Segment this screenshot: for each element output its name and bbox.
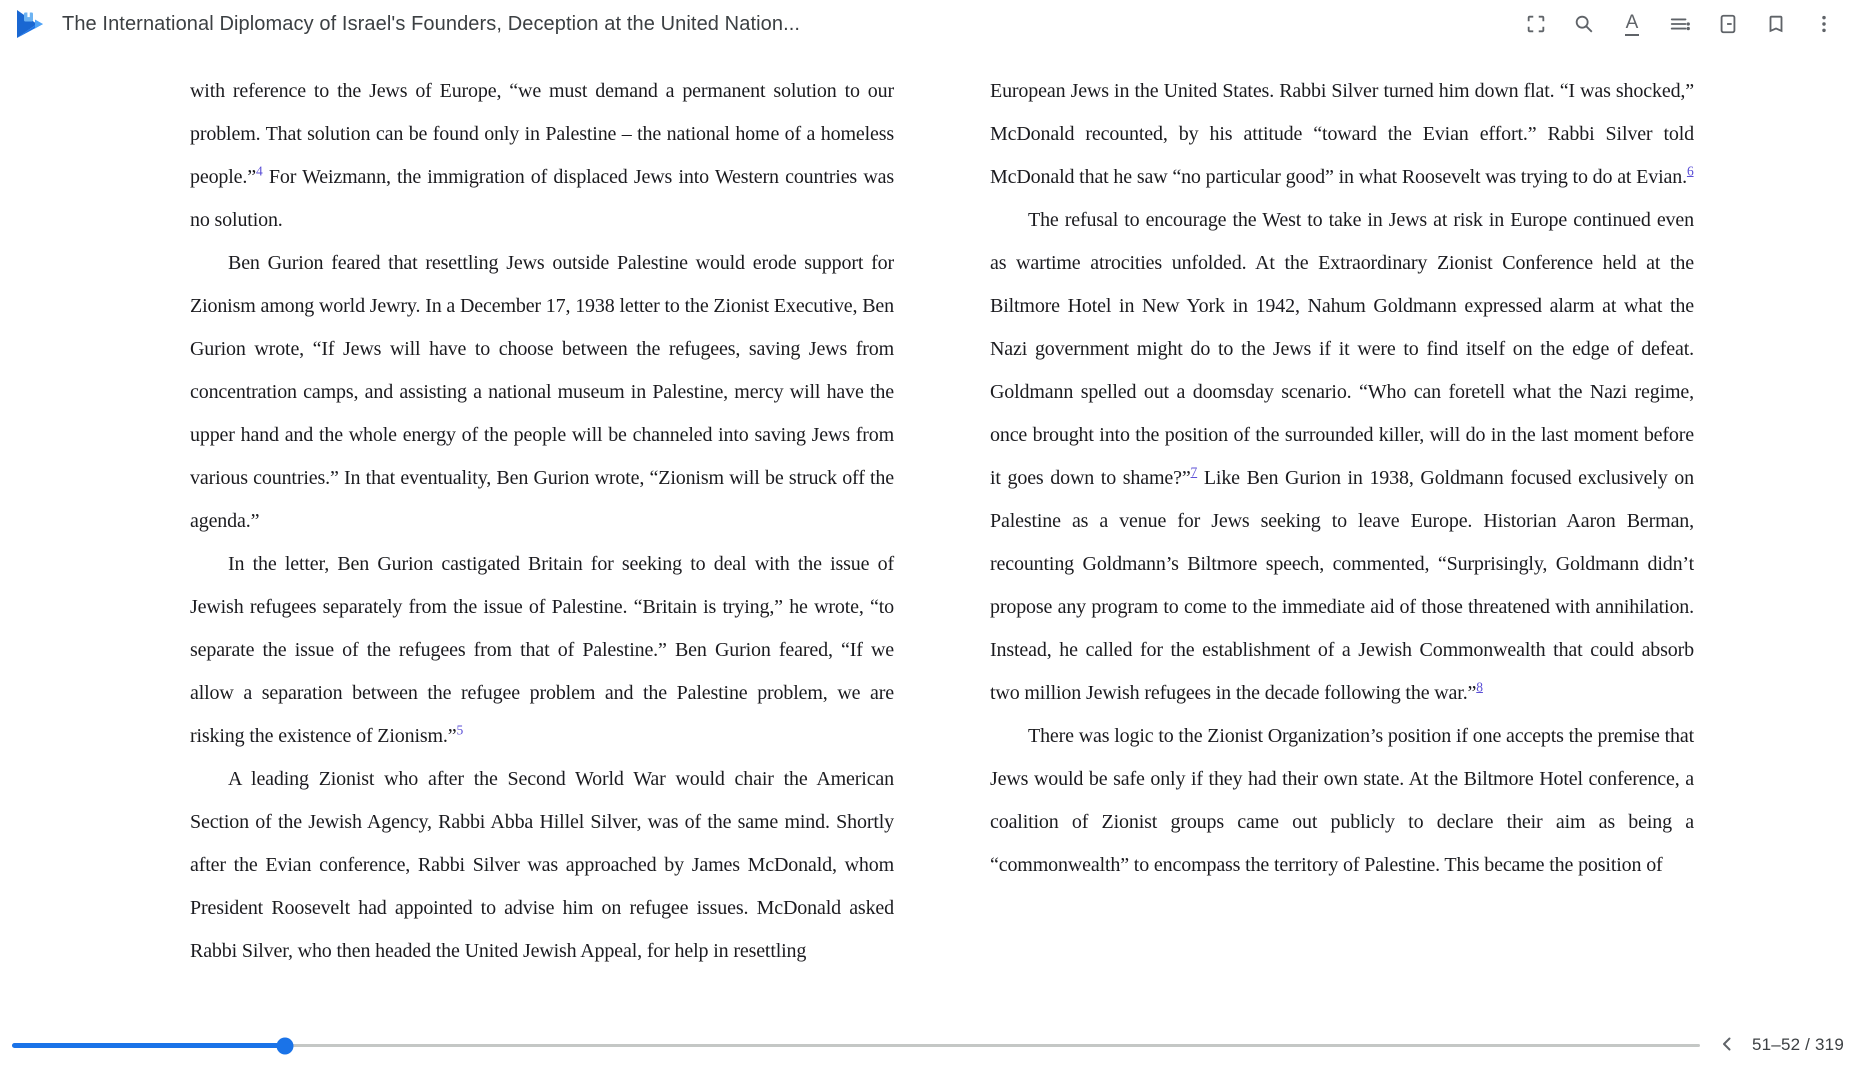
left-text-column — [190, 70, 894, 973]
reading-area — [0, 48, 1854, 985]
progress-fill — [12, 1043, 285, 1048]
contents-icon — [1669, 13, 1691, 35]
chevron-left-icon — [1715, 1032, 1739, 1059]
bookmark-button[interactable] — [1752, 0, 1800, 48]
fullscreen-button[interactable] — [1512, 0, 1560, 48]
more-options-icon — [1813, 13, 1835, 35]
right-text-column — [990, 70, 1694, 973]
paragraph: The refusal to encourage the West to take in Jews at risk in Europe continued even as wartime atrocities unfolded. At the Extraordinary Zionist Conference held at the Biltmore Hotel in New York in 1942, Nahum Goldmann expressed alarm at what the Nazi government might do to the Jews if it were to find itself on the edge of defeat. Goldmann spelled out a doomsday scenario. “Who can foretell what the Nazi regime, once brought into the position of the surrounded killer, will do in the last moment before it goes down to shame?”$^7$ Like Ben Gurion in 1938, Goldmann focused exclusively on Palestine as a venue for Jews seeking to leave Europe. Historian Aaron Berman, recounting Goldmann’s Biltmore speech, commented, “Surprisingly, Goldmann didn’t propose any program to come to the immediate aid of those threatened with annihilation. Instead, he called for the establishment of a Jewish Commonwealth that could absorb two million Jewish refugees in the decade following the war.”$^8$ — [990, 209, 1694, 704]
page-view-icon — [1717, 13, 1739, 35]
bottom-bar — [0, 1015, 1854, 1075]
page-view-button[interactable] — [1704, 0, 1752, 48]
progress-slider[interactable] — [12, 1044, 1700, 1047]
paragraph: In the letter, Ben Gurion castigated Britain for seeking to deal with the issue of Jewish refugees separately from the issue of Palestine. “Britain is trying,” he wrote, “to separate the issue of the refugees from that of Palestine.” Ben Gurion feared, “If we allow a separation between the refugee problem and the Palestine problem, we are risking the existence of Zionism.”$^5$ — [190, 553, 894, 747]
paragraph: There was logic to the Zionist Organization’s position if one accepts the premise that Jews would be safe only if they had their own state. At the Biltmore Hotel conference, a coalition of Zionist groups came out publicly to declare their aim as being a “commonwealth” to encompass the territory of Palestine. This became the position of — [990, 725, 1694, 876]
play-books-logo[interactable] — [12, 6, 48, 42]
search-icon — [1573, 13, 1595, 35]
text-options-button[interactable] — [1608, 0, 1656, 48]
footnote-link[interactable]: 6 — [1686, 163, 1694, 179]
footnote-link[interactable]: 4 — [256, 163, 263, 179]
progress-thumb[interactable] — [277, 1037, 294, 1054]
top-bar — [0, 0, 1854, 48]
bookmark-icon — [1765, 13, 1787, 35]
footnote-link[interactable]: 8 — [1476, 679, 1483, 695]
page-indicator: 51–52 / 319 — [1751, 1035, 1844, 1054]
fullscreen-icon — [1525, 13, 1547, 35]
paragraph: Ben Gurion feared that resettling Jews outside Palestine would erode support for Zionism among world Jewry. In a December 17, 1938 letter to the Zionist Executive, Ben Gurion wrote, “If Jews will have to choose between the refugees, saving Jews from concentration camps, and assisting a national museum in Palestine, mercy will have the upper hand and the whole energy of the people will be channeled into saving Jews from various countries.” In that eventuality, Ben Gurion wrote, “Zionism will be struck off the agenda.” — [190, 252, 894, 532]
footnote-link[interactable]: 5 — [456, 722, 464, 738]
search-button[interactable] — [1560, 0, 1608, 48]
paragraph: A leading Zionist who after the Second World War would chair the American Section of the Jewish Agency, Rabbi Abba Hillel Silver, was of the same mind. Shortly after the Evian conference, Rabbi Silver was approached by James McDonald, whom President Roosevelt had appointed to advise him on refugee issues. McDonald asked Rabbi Silver, who then headed the United Jewish Appeal, for help in resettling — [190, 768, 894, 962]
book-title: The International Diplomacy of Israel's Founders, Deception at the United Nation... — [62, 12, 801, 35]
footnote-link[interactable]: 7 — [1190, 464, 1198, 480]
previous-page-button[interactable] — [1703, 1021, 1751, 1069]
paragraph: European Jews in the United States. Rabbi Silver turned him down flat. “I was shocked,” McDonald recounted, by his attitude “toward the Evian effort.” Rabbi Silver told McDonald that he saw “no particular good” in what Roosevelt was trying to do at Evian.$^6$ — [990, 80, 1694, 188]
paragraph: with reference to the Jews of Europe, “we must demand a permanent solution to our problem. That solution can be found only in Palestine – the national home of a homeless people.”$^4$ For Weizmann, the immigration of displaced Jews into Western countries was no solution. — [190, 80, 894, 231]
more-options-button[interactable] — [1800, 0, 1848, 48]
text-options-icon: A — [1625, 13, 1640, 36]
contents-button[interactable] — [1656, 0, 1704, 48]
